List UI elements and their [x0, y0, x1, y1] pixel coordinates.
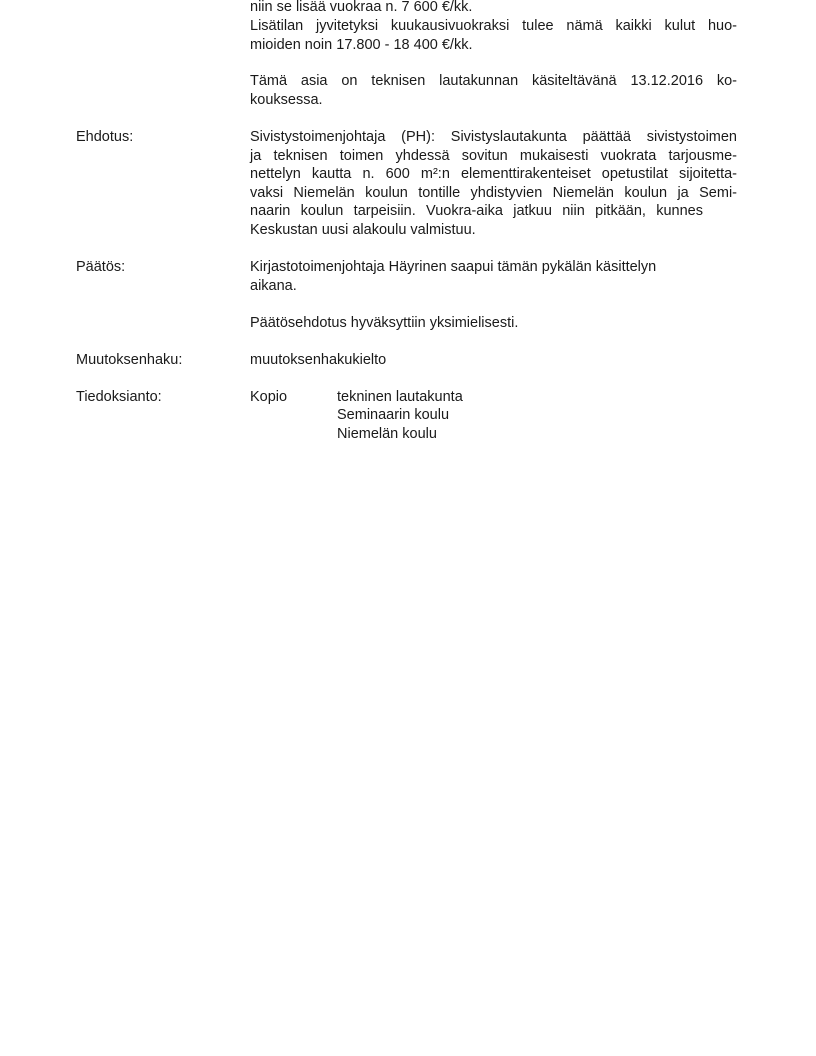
decision-line-1: Kirjastotoimenjohtaja Häyrinen saapui tämän pykälän käsittelyn — [250, 259, 657, 275]
note-line-2: kouksessa. — [250, 92, 323, 108]
recipient-2: Seminaarin koulu — [337, 407, 450, 423]
note-line-1: Tämä asia on teknisen lautakunnan käsiteltävänä 13.12.2016 ko- — [250, 73, 737, 89]
recipient-3: Niemelän koulu — [337, 426, 437, 442]
notification-label: Tiedoksianto: — [76, 389, 162, 405]
proposal-line-6: Keskustan uusi alakoulu valmistuu. — [250, 222, 476, 238]
decision-result: Päätösehdotus hyväksyttiin yksimielisesti. — [250, 315, 519, 331]
proposal-label: Ehdotus: — [76, 129, 134, 145]
recipient-1: tekninen lautakunta — [337, 389, 463, 405]
proposal-line-4: vaksi Niemelän koulun tontille yhdistyvien Niemelän koulun ja Semi- — [250, 185, 737, 201]
decision-label: Päätös: — [76, 259, 126, 275]
appeal-label: Muutoksenhaku: — [76, 352, 183, 368]
proposal-line-3: nettelyn kautta n. 600 m²:n elementtirakenteiset opetustilat sijoitetta- — [250, 166, 737, 182]
proposal-line-5: naarin koulun tarpeisiin. Vuokra-aika jatkuu niin pitkään, kunnes — [250, 203, 703, 219]
appeal-value: muutoksenhakukielto — [250, 352, 387, 368]
decision-line-2: aikana. — [250, 278, 297, 294]
continuation-line-3: mioiden noin 17.800 - 18 400 €/kk. — [250, 37, 473, 53]
copy-label: Kopio — [250, 389, 288, 405]
proposal-line-2: ja teknisen toimen yhdessä sovitun mukaisesti vuokrata tarjousme- — [250, 148, 737, 164]
continuation-line-2: Lisätilan jyvitetyksi kuukausivuokraksi tulee nämä kaikki kulut huo- — [250, 18, 737, 34]
continuation-line-1: niin se lisää vuokraa n. 7 600 €/kk. — [250, 0, 473, 15]
proposal-line-1: Sivistystoimenjohtaja (PH): Sivistyslautakunta päättää sivistystoimen — [250, 129, 737, 145]
